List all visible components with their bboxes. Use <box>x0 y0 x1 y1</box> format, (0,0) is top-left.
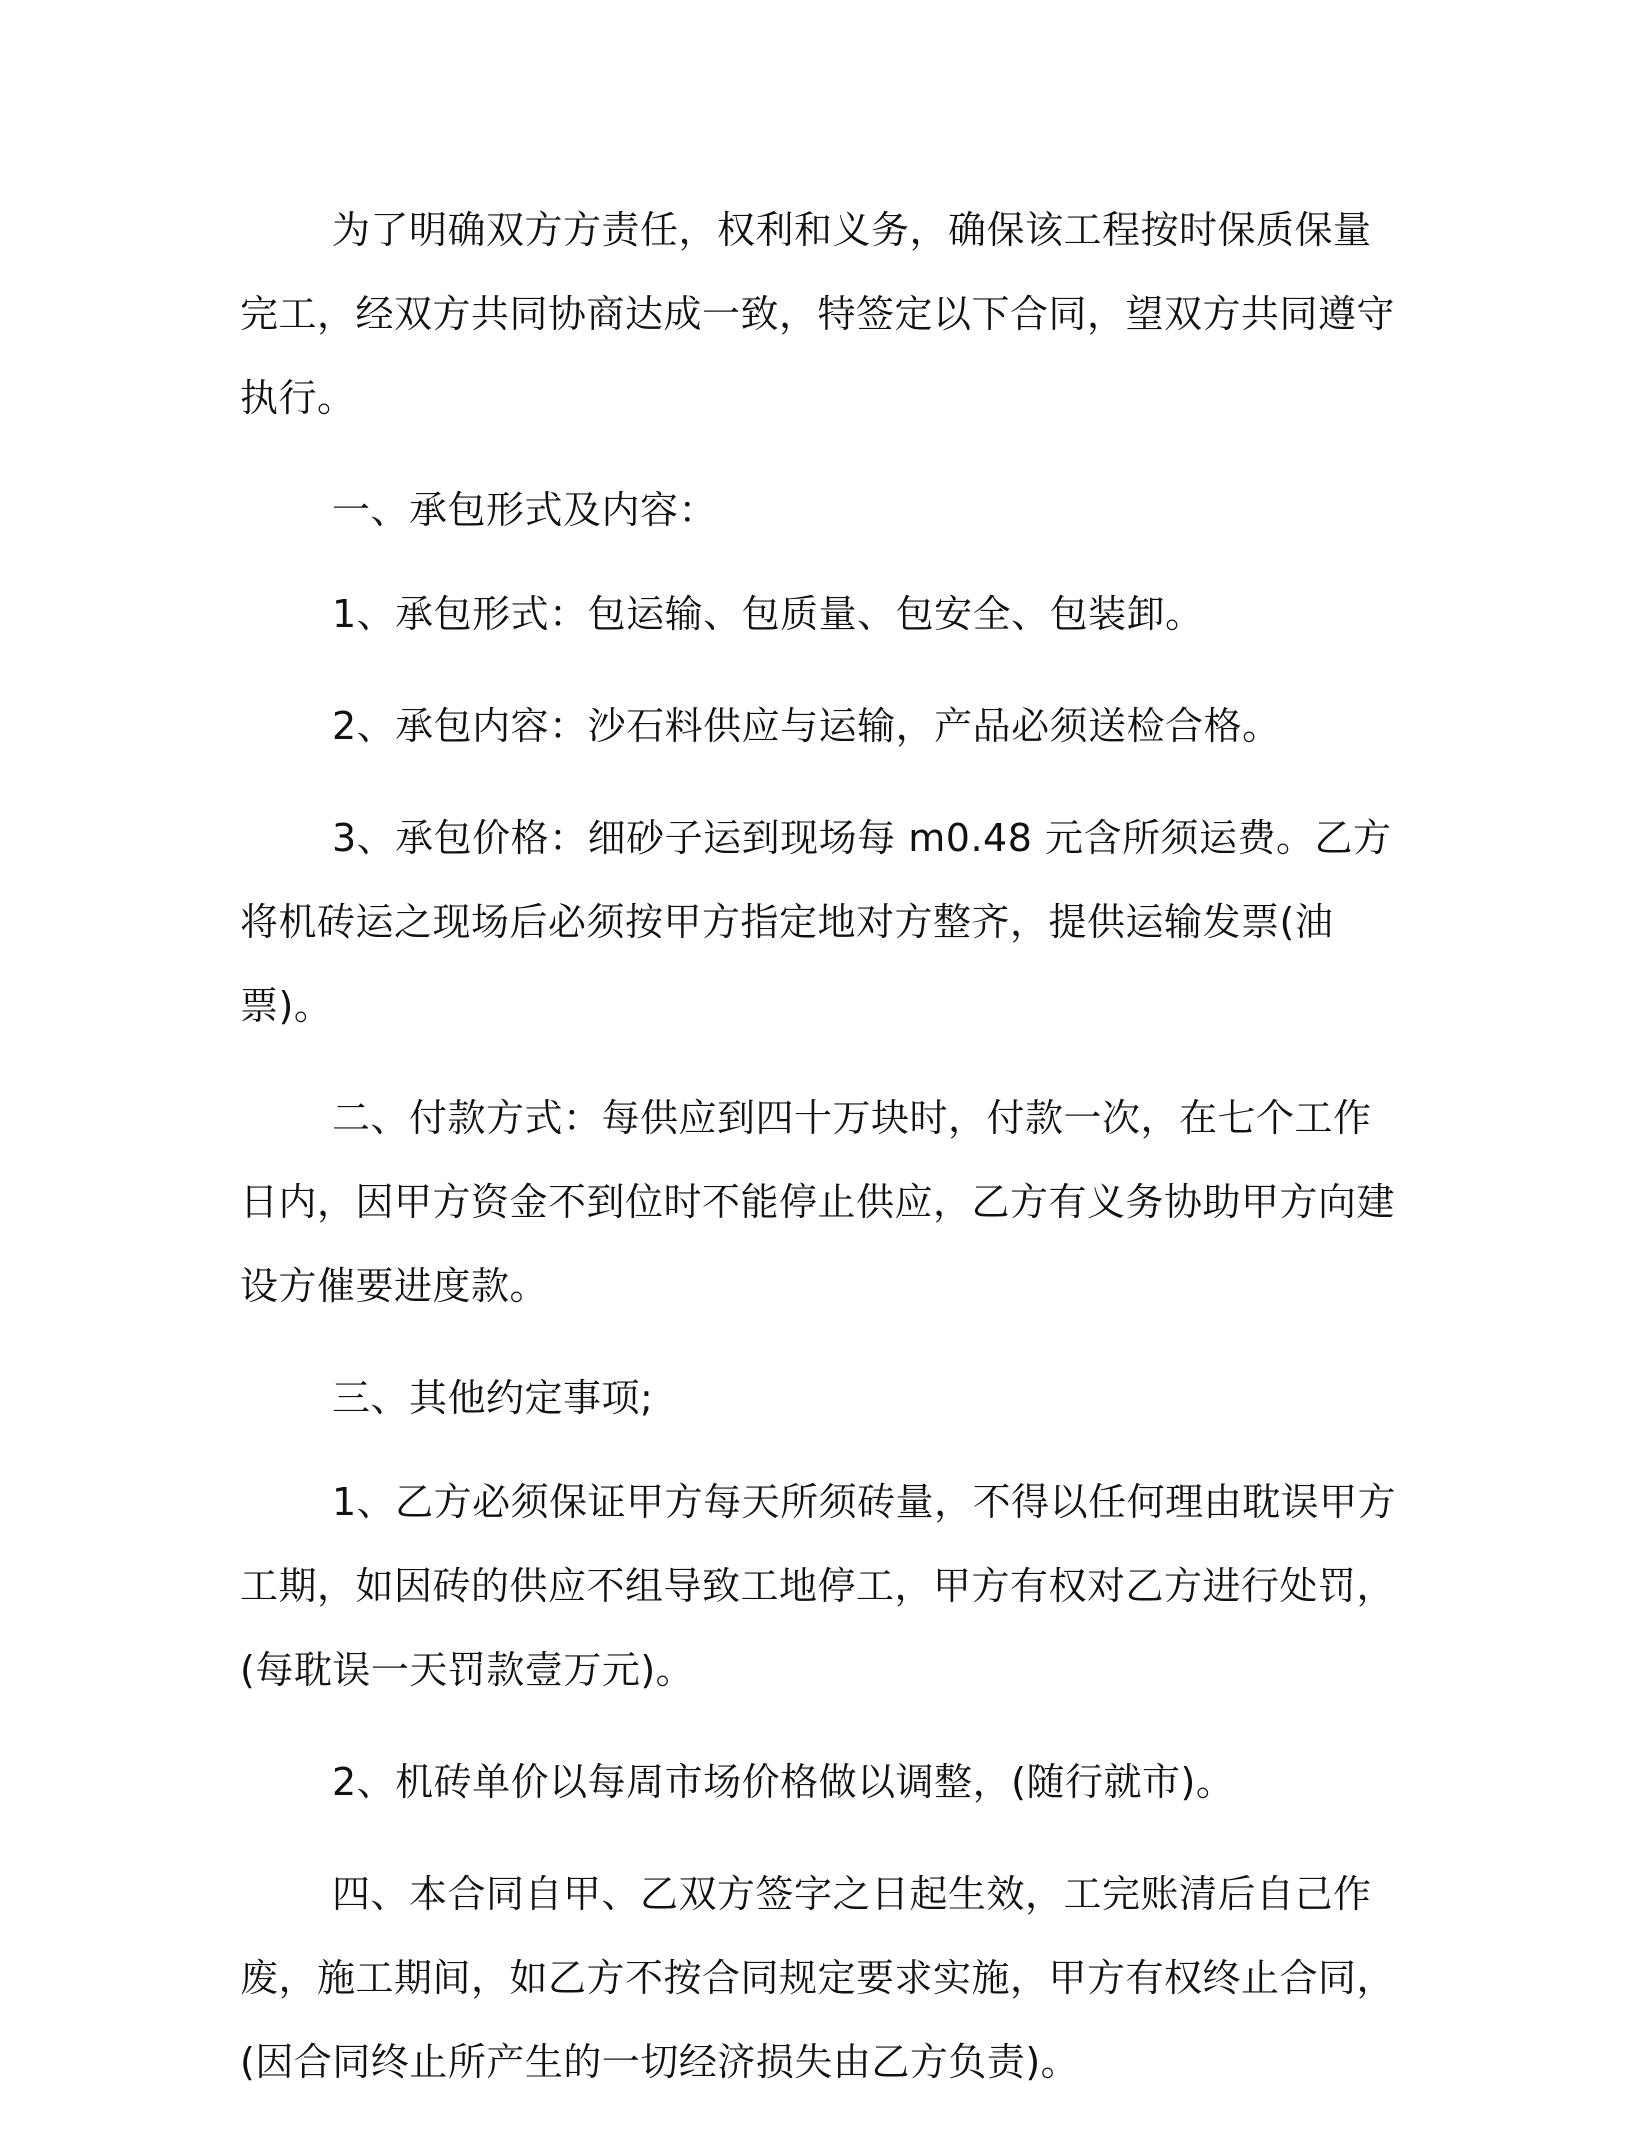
clause-price-adjustment: 2、机砖单价以每周市场价格做以调整，(随行就市)。 <box>332 1760 1235 1804</box>
section-heading-contract-form: 一、承包形式及内容： <box>332 488 718 532</box>
clause-contract-price: 3、承包价格：细砂子运到现场每 m0.48 元含所须运费。乙方将机砖运之现场后必须按甲方指定地对方整齐，提供运输发票(油票)。 <box>240 816 1392 1028</box>
clause-contract-content: 2、承包内容：沙石料供应与运输，产品必须送检合格。 <box>332 704 1281 748</box>
section-payment-method: 二、付款方式：每供应到四十万块时，付款一次，在七个工作日内，因甲方资金不到位时不能停止供应，乙方有义务协助甲方向建设方催要进度款。 <box>240 1096 1396 1308</box>
document-body <box>240 188 1400 2132</box>
clause-contract-form: 1、承包形式：包运输、包质量、包安全、包装卸。 <box>332 592 1204 636</box>
section-heading-other-terms: 三、其他约定事项; <box>332 1376 654 1420</box>
paragraph-intro: 为了明确双方方责任，权利和义务，确保该工程按时保质保量完工，经双方共同协商达成一致，特签定以下合同，望双方共同遵守执行。 <box>240 208 1396 420</box>
section-effectiveness: 四、本合同自甲、乙双方签字之日起生效，工完账清后自己作废，施工期间，如乙方不按合同规定要求实施，甲方有权终止合同，(因合同终止所产生的一切经济损失由乙方负责)。 <box>240 1872 1396 2084</box>
clause-supply-guarantee: 1、乙方必须保证甲方每天所须砖量，不得以任何理由耽误甲方工期，如因砖的供应不组导致工地停工，甲方有权对乙方进行处罚，(每耽误一天罚款壹万元)。 <box>240 1480 1397 1692</box>
